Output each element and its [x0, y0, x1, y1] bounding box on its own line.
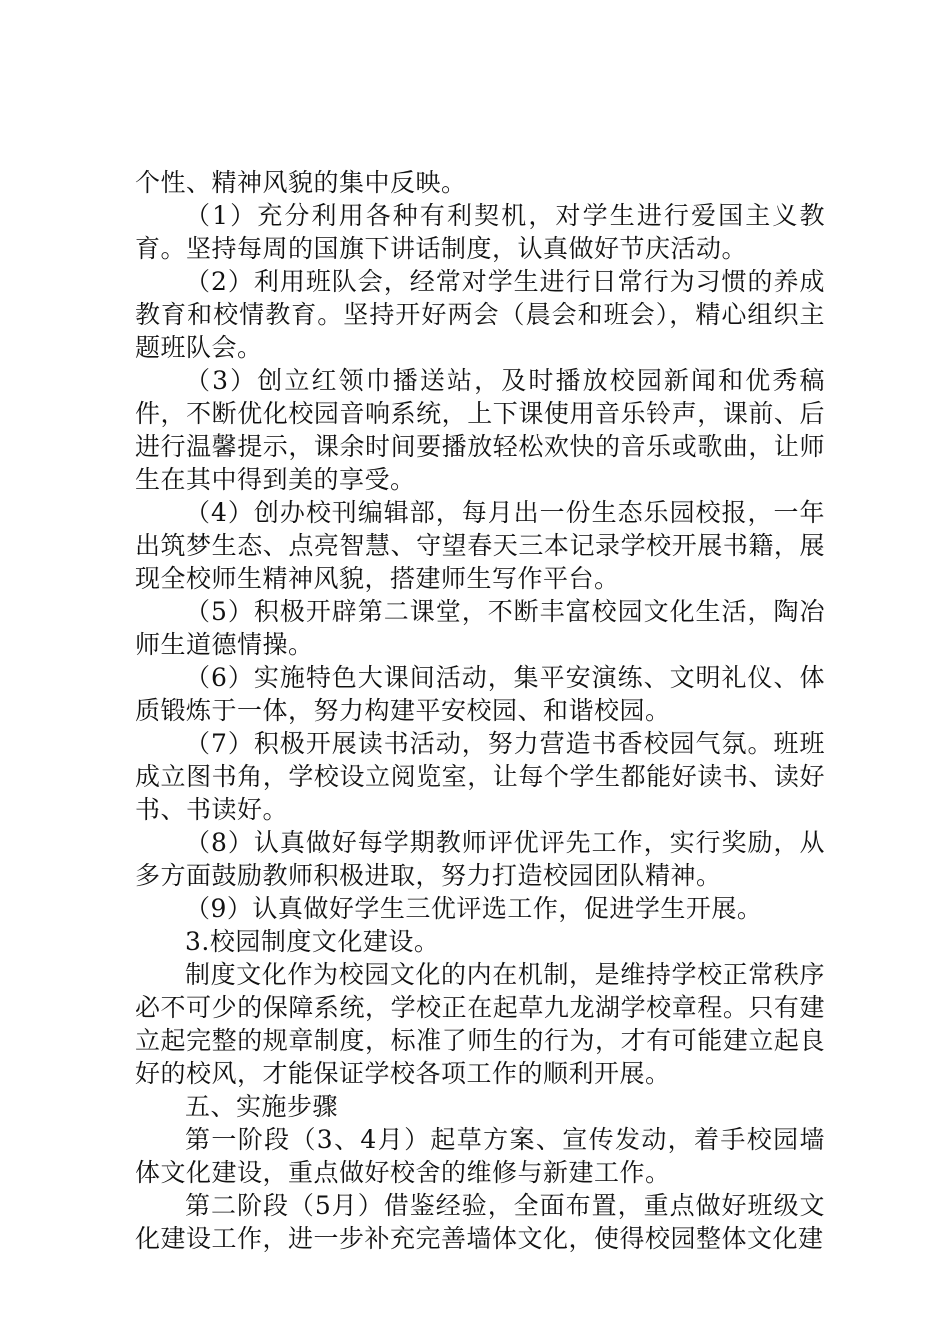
paragraph-item-2: （2）利用班队会，经常对学生进行日常行为习惯的养成教育和校情教育。坚持开好两会（晨会和班会），精心组织主题班队会。 [135, 267, 825, 362]
paragraph-item-1: （1）充分利用各种有利契机，对学生进行爱国主义教育。坚持每周的国旗下讲话制度，认真做好节庆活动。 [135, 201, 825, 263]
paragraph-item-4: （4）创办校刊编辑部，每月出一份生态乐园校报，一年出筑梦生态、点亮智慧、守望春天三本记录学校开展书籍，展现全校师生精神风貌，搭建师生写作平台。 [135, 498, 825, 593]
paragraph-phase-two: 第二阶段（5月）借鉴经验，全面布置，重点做好班级文化建设工作，进一步补充完善墙体文化，使得校园整体文化建 [135, 1191, 825, 1253]
paragraph-item-9: （9）认真做好学生三优评选工作，促进学生开展。 [185, 894, 763, 923]
paragraph-phase-one: 第一阶段（3、4月）起草方案、宣传发动，着手校园墙体文化建设，重点做好校舍的维修与新建工作。 [135, 1125, 825, 1187]
paragraph-item-5: （5）积极开辟第二课堂，不断丰富校园文化生活，陶冶师生道德情操。 [135, 597, 825, 659]
section-heading-implementation-steps: 五、实施步骤 [185, 1092, 339, 1121]
paragraph-item-8: （8）认真做好每学期教师评优评先工作，实行奖励，从多方面鼓励教师积极进取，努力打造校园团队精神。 [135, 828, 825, 890]
section-heading-institutional-culture: 3.校园制度文化建设。 [185, 927, 440, 956]
paragraph-item-6: （6）实施特色大课间活动，集平安演练、文明礼仪、体质锻炼于一体，努力构建平安校园、和谐校园。 [135, 663, 825, 725]
paragraph-item-3: （3）创立红领巾播送站，及时播放校园新闻和优秀稿件，不断优化校园音响系统，上下课使用音乐铃声，课前、后进行温馨提示，课余时间要播放轻松欢快的音乐或歌曲，让师生在其中得到美的享受。 [135, 366, 825, 494]
document-body [135, 166, 825, 1255]
paragraph-continuation: 个性、精神风貌的集中反映。 [135, 168, 467, 197]
paragraph-item-7: （7）积极开展读书活动，努力营造书香校园气氛。班班成立图书角，学校设立阅览室，让每个学生都能好读书、读好书、书读好。 [135, 729, 825, 824]
paragraph-institutional-culture: 制度文化作为校园文化的内在机制，是维持学校正常秩序必不可少的保障系统，学校正在起草九龙湖学校章程。只有建立起完整的规章制度，标准了师生的行为，才有可能建立起良好的校风，才能保证学校各项工作的顺利开展。 [135, 960, 825, 1088]
